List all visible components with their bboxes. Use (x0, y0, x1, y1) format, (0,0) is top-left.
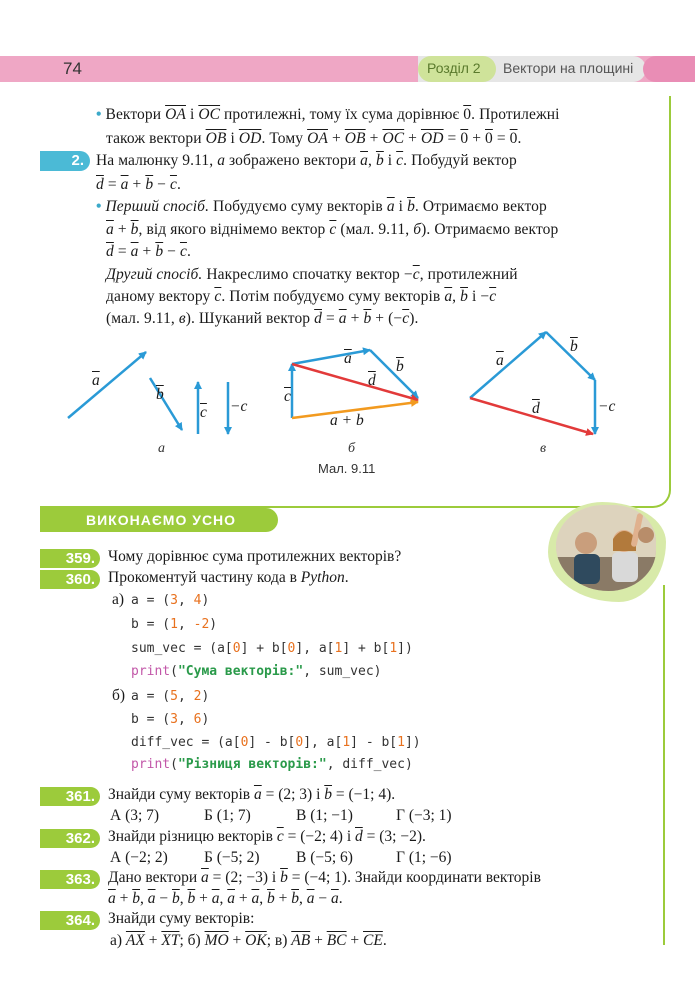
vector-a-b (292, 350, 370, 364)
method-1-line-3: $\overline{d} = \overline{a} + \overline{b} - \overline{c}$. (106, 243, 191, 260)
label-neg-c-v: −c (598, 398, 616, 415)
label-d-b: $\overline{d}$ (368, 372, 376, 389)
section-title: Вектори на площині (503, 60, 634, 76)
ex362-option-v: В (−5; 6) (296, 849, 353, 866)
label-b: $\overline{b}$ (156, 386, 164, 403)
exercise-362-badge: 362. (40, 829, 100, 848)
section-label: Розділ 2 (427, 60, 481, 76)
label-neg-c: −c (230, 398, 248, 415)
bullet-icon: • (96, 106, 102, 123)
figure-9-11 (40, 320, 640, 460)
subfigure-label-v: в (540, 441, 547, 456)
exercise-363-badge: 363. (40, 870, 100, 889)
page-number: 74 (63, 59, 82, 78)
bullet-icon: • (96, 198, 102, 215)
bullet-1-line-1: • Вектори $\overline{OA}$ і $\overline{OC}$ протилежні, тому їх сума дорівнює 0. Протилежні (96, 106, 560, 123)
method-1-line-2: $\overline{a} + \overline{b}$, від якого віднімемо вектор $\overline{c}$ (мал. 9.11, б). Отримаємо вектор (106, 221, 559, 238)
students-photo (556, 505, 656, 591)
label-a: $\overline{a}$ (92, 372, 100, 389)
ex361-option-g: Г (−3; 1) (396, 807, 452, 824)
exercise-364-line-2: а) $\overline{AX} + \overline{XT}$; б) $\overline{MO} + \overline{OK}$; в) $\overline{AB} + \overline{BC} + \overline{CE}$. (110, 932, 387, 949)
code-a-line-3: sum_vec = (a[0] + b[0], a[1] + b[1]) (131, 641, 413, 656)
vector-b-b (370, 350, 418, 398)
subfigure-label-a: а (158, 441, 165, 456)
label-a-b: $\overline{a}$ (344, 350, 352, 367)
code-a-line-1: a = (3, 4) (131, 593, 210, 608)
code-b-line-2: b = (3, 6) (131, 712, 210, 727)
code-a-line-2: b = (1, -2) (131, 617, 218, 632)
label-b-b: $\overline{b}$ (396, 358, 404, 375)
code-b-label: б) (112, 687, 126, 704)
figure-caption: Мал. 9.11 (318, 461, 376, 476)
method-2-line-3: (мал. 9.11, в). Шуканий вектор $\overline{d} = \overline{a} + \overline{b} + (-\overline{c})$. (106, 310, 419, 327)
ex361-option-a: А (3; 7) (110, 807, 160, 824)
exercise-364-badge: 364. (40, 911, 100, 930)
ex362-option-g: Г (1; −6) (396, 849, 452, 866)
oral-section-heading: ВИКОНАЄМО УСНО (86, 512, 237, 528)
section-right-rule (663, 585, 665, 945)
ex362-option-a: А (−2; 2) (110, 849, 168, 866)
method-2-line-2: даному вектору $\overline{c}$. Потім побудуємо суму векторів $\overline{a}$, $\overline{b}$ $і -\overline{c}$ (106, 288, 497, 305)
exercise-361-text: Знайди суму векторів $\overline{a} = (2$; 3) і $\overline{b} = (-1$; 4). (108, 786, 396, 803)
code-a-line-4: print("Сума векторів:", sum_vec) (131, 664, 382, 679)
subfigure-label-b: б (348, 441, 356, 456)
code-b-line-4: print("Різниця векторів:", diff_vec) (131, 757, 413, 772)
exercise-360-text: Прокоментуй частину кода в Python. (108, 569, 349, 586)
header-right-accent (643, 56, 695, 82)
vector-a (68, 352, 146, 418)
label-c-b: $\overline{c}$ (284, 388, 291, 405)
method-2-line-1: Другий спосіб. Накреслимо спочатку вектор $-\overline{c}$, протилежний (106, 266, 518, 283)
code-b-line-1: a = (5, 2) (131, 689, 210, 704)
ex361-option-b: Б (1; 7) (204, 807, 251, 824)
exercise-360-badge: 360. (40, 570, 100, 589)
exercise-359-text: Чому дорівнює сума протилежних векторів? (108, 548, 402, 565)
label-a-plus-b: a + b (330, 412, 364, 429)
task-line-2: $\overline{d} = \overline{a} + \overline{b} - \overline{c}$. (96, 176, 181, 193)
method-1-line-1: • Перший спосіб. Побудуємо суму векторів $\overline{a}$ і $\overline{b}$. Отримаємо вектор (96, 198, 547, 215)
task-number-badge: 2. (40, 151, 90, 171)
label-b-v: $\overline{b}$ (570, 338, 578, 355)
exercise-363-line-2: $\overline{a} + \overline{b}$, $\overline{a} - \overline{b}$, $\overline{b} + \overline{a}$, $\overline{a} + \overline{a}$, $\overline{b} + \overline{b}$, $\overline{a} - \overline{a}$. (108, 890, 343, 907)
ex361-option-v: В (1; −1) (296, 807, 353, 824)
label-d-v: $\overline{d}$ (532, 400, 540, 417)
ex362-option-b: Б (−5; 2) (204, 849, 260, 866)
task-line-1: На малюнку 9.11, а зображено вектори $\overline{a}$, $\overline{b}$ і $\overline{c}$. Побудуй вектор (96, 152, 517, 169)
exercise-363-text: Дано вектори $\overline{a} = (2$; −3) і $\overline{b} = (-4$; 1). Знайди координати векторів (108, 869, 541, 886)
label-a-v: $\overline{a}$ (496, 352, 504, 369)
exercise-362-text: Знайди різницю векторів $\overline{c} = (-2$; 4) і $\overline{d} = (3$; −2). (108, 828, 426, 845)
exercise-361-badge: 361. (40, 787, 100, 806)
code-b-line-3: diff_vec = (a[0] - b[0], a[1] - b[1]) (131, 735, 421, 750)
bullet-1-line-2: також вектори $\overline{OB}$ і $\overline{OD}$. Тому $\overline{OA} + \overline{OB} + \overline{OC} + \overline{OD} = 0 + 0 = 0$. (106, 130, 522, 147)
vector-b (150, 378, 182, 430)
exercise-359-badge: 359. (40, 549, 100, 568)
exercise-364-text: Знайди суму векторів: (108, 910, 255, 927)
vector-a-v (470, 332, 546, 398)
code-a-label: а) (112, 591, 125, 608)
label-c: $\overline{c}$ (200, 404, 207, 421)
